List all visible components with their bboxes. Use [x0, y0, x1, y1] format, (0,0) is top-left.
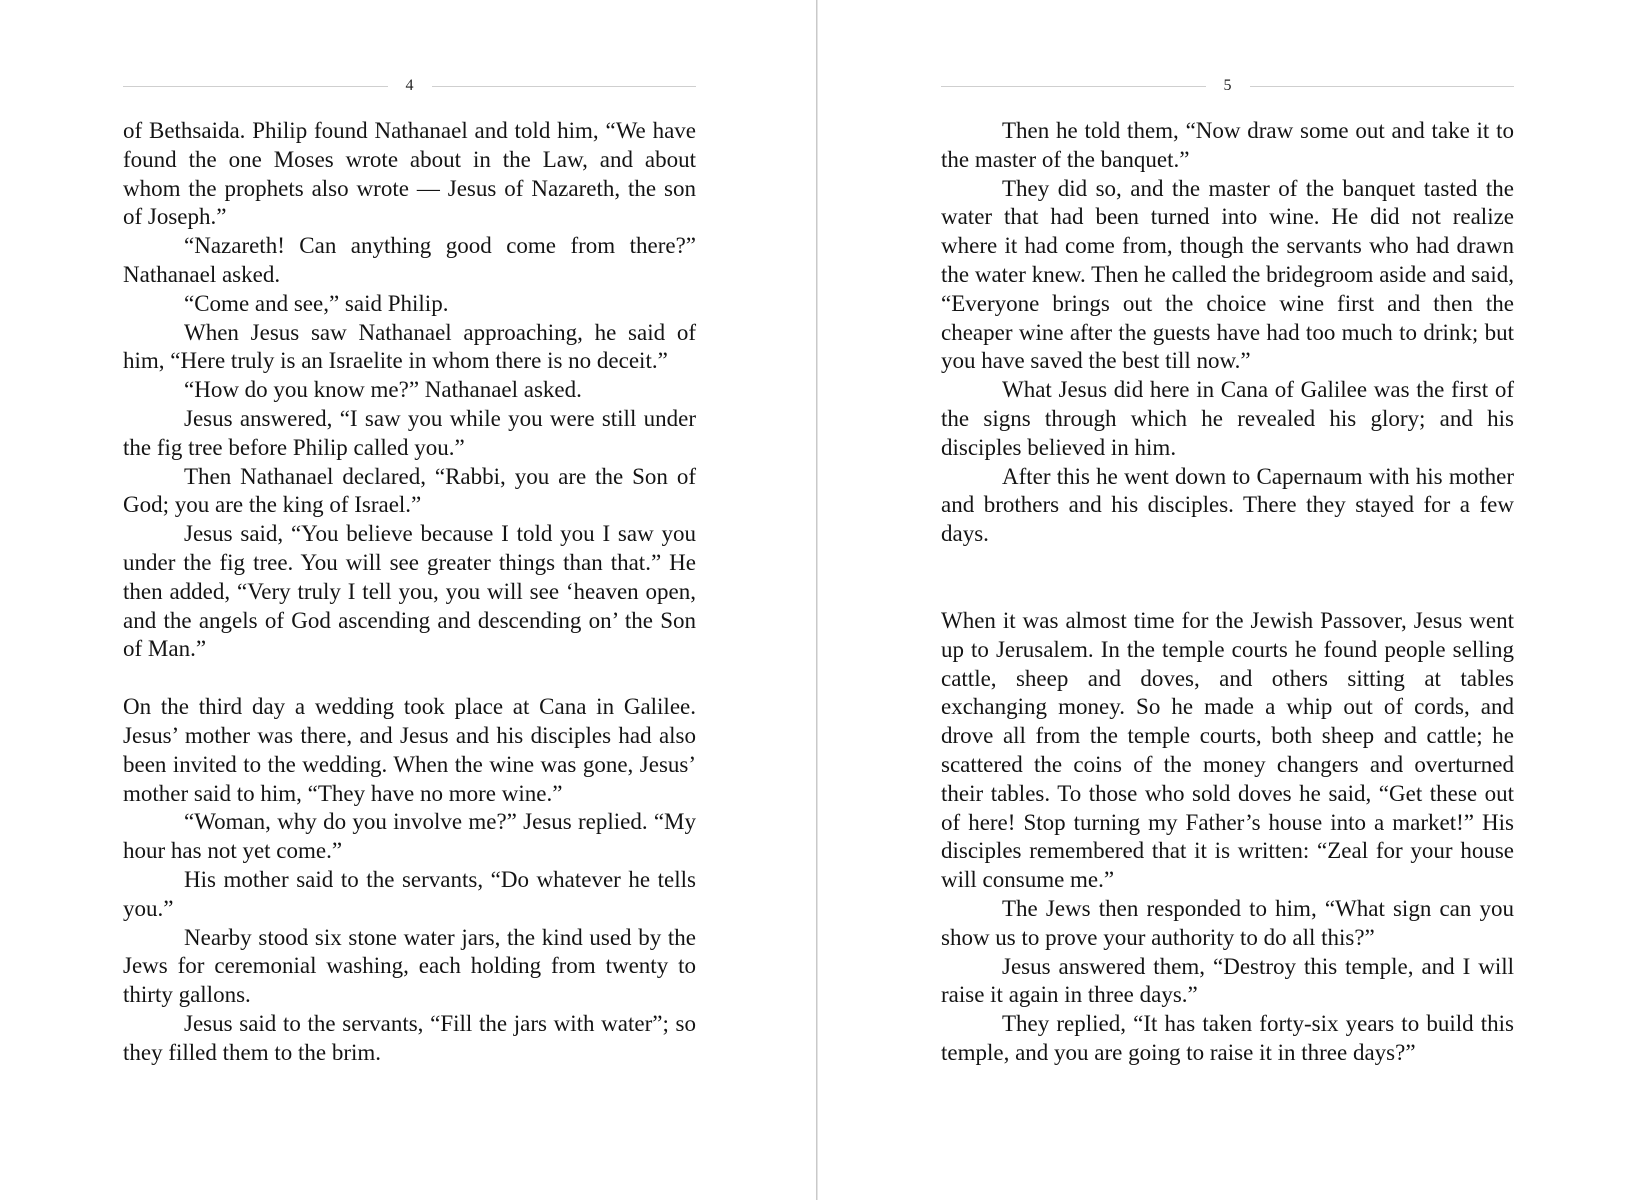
header-rule-left: [123, 86, 388, 87]
header-rule-right: [1250, 86, 1515, 87]
section-start-paragraph: When it was almost time for the Jewish Passover, Jesus went up to Jerusalem. In the temple courts he found people selling cattle, sheep and doves, and others sitting at tables exchanging money. So he made a whip out of cords, and drove all from the temple courts, both sheep and cattle; he scattered the coins of the money changers and overturned their tables. To those who sold doves he said, “Get these out of here! Stop turning my Father’s house into a market!” His disciples remembered that it is written: “Zeal for your house will consume me.”: [941, 607, 1514, 893]
page-number: 5: [1223, 77, 1232, 94]
paragraph: Jesus answered them, “Destroy this temple, and I will raise it again in three days.”: [941, 953, 1514, 1008]
header-rule-left: [941, 86, 1206, 87]
paragraph: “Nazareth! Can anything good come from there?” Nathanael asked.: [123, 233, 696, 287]
paragraph: What Jesus did here in Cana of Galilee was the first of the signs through which he revealed his glory; and his disciples believed in him.: [941, 377, 1514, 460]
paragraph: Jesus said, “You believe because I told you I saw you under the fig tree. You will see greater things than that.” He then added, “Very truly I tell you, you will see ‘heaven open, and the angels of God ascending and descending on’ the Son of Man.”: [123, 521, 696, 662]
section-start-paragraph: On the third day a wedding took place at Cana in Galilee. Jesus’ mother was there, and Jesus and his disciples had also been invited to the wedding. When the wine was gone, Jesus’ mother said to him, “They have no more wine.”: [123, 694, 696, 806]
paragraph: of Bethsaida. Philip found Nathanael and told him, “We have found the one Moses wrote about in the Law, and about whom the prophets also wrote — Jesus of Nazareth, the son of Joseph.”: [123, 118, 696, 230]
paragraph: Then he told them, “Now draw some out and take it to the master of the banquet.”: [941, 118, 1514, 172]
paragraph: “Woman, why do you involve me?” Jesus replied. “My hour has not yet come.”: [123, 809, 696, 864]
paragraph: They replied, “It has taken forty-six years to build this temple, and you are going to raise it in three days?”: [941, 1011, 1514, 1065]
paragraph: Nearby stood six stone water jars, the kind used by the Jews for ceremonial washing, each holding from twenty to thirty gallons.: [123, 924, 696, 1008]
paragraph: The Jews then responded to him, “What sign can you show us to prove your authority to do all this?”: [941, 895, 1514, 950]
paragraph: “Come and see,” said Philip.: [184, 290, 449, 316]
header-rule-right: [432, 86, 697, 87]
left-page: [0, 0, 817, 1200]
paragraph: Jesus said to the servants, “Fill the jars with water”; so they filled them to the brim.: [123, 1010, 696, 1065]
page-number: 4: [405, 77, 414, 94]
paragraph: When Jesus saw Nathanael approaching, he said of him, “Here truly is an Israelite in whom there is no deceit.”: [123, 319, 696, 374]
right-page-body: [941, 117, 1514, 1068]
right-page: [817, 0, 1635, 1200]
right-page-header: [941, 76, 1514, 96]
paragraph: After this he went down to Capernaum with his mother and brothers and his disciples. There they stayed for a few days.: [941, 463, 1514, 547]
paragraph: “How do you know me?” Nathanael asked.: [184, 377, 582, 403]
paragraph: Then Nathanael declared, “Rabbi, you are the Son of God; you are the king of Israel.”: [123, 463, 696, 518]
paragraph: Jesus answered, “I saw you while you were still under the fig tree before Philip called you.”: [123, 405, 696, 460]
left-page-body: [123, 117, 696, 1068]
paragraph: His mother said to the servants, “Do whatever he tells you.”: [123, 866, 696, 921]
left-page-header: [123, 76, 696, 96]
paragraph: They did so, and the master of the banquet tasted the water that had been turned into wine. He did not realize where it had come from, though the servants who had drawn the water knew. Then he called the bridegroom aside and said, “Everyone brings out the choice wine first and then the cheaper wine after the guests have had too much to drink; but you have saved the best till now.”: [941, 175, 1514, 374]
